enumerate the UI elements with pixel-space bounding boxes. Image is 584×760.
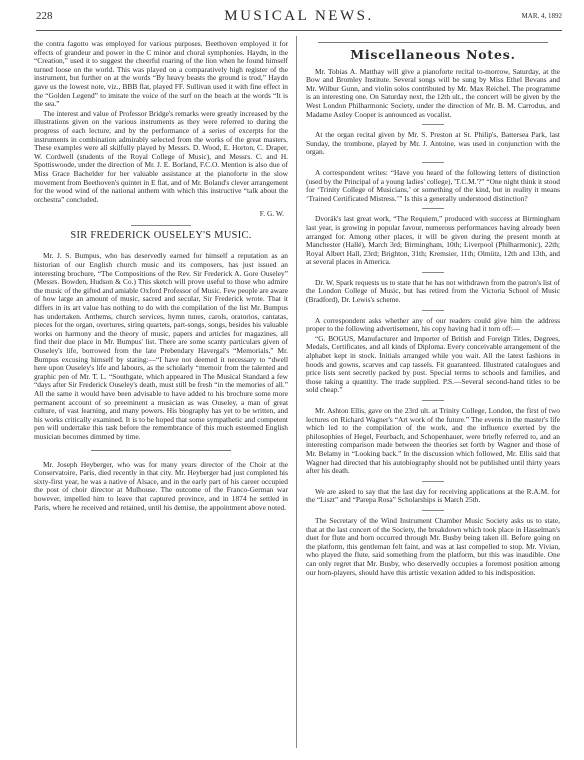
article-paragraph: Mr. Joseph Heyberger, who was for many years director of the Choir at the Conservatoire, Paris, died recently in that city. Mr. Heyberger had just completed his sixty-first year, he was a native of Alsace, and in the early part of his career occupied the post of choir director at Mulhouse. The outcome of the Franco-German war however, impelled him to leave that captured province, and in 1874 he settled in Paris, where he received and retained, until his demise, the appointment above noted. xyxy=(34,459,288,512)
item-divider xyxy=(422,310,444,311)
news-item: Mr. Tobias A. Matthay will give a pianoforte recital to-morrow, Saturday, at the Bow and Bromley Institute. Several songs will be sung by Miss Ethel Bevans and Mr. Wilbur Gunn, and violin solos contributed by Mr. Max Reichel. The programme is an interesting one. On Saturday next, the 12th ult., the concert will be given by the West London Philharmonic Society, under the direction of Mr. B. M. Carrodus, and Madame Astley Cooper is announced as vocalist. xyxy=(306,66,560,119)
article-signature: F. G. W. xyxy=(259,209,284,219)
item-divider xyxy=(422,400,444,401)
article-paragraph: Mr. J. S. Bumpus, who has deservedly earned for himself a reputation as an historian of our English church music and its composers, has just issued an interesting brochure, “The Compositions of the Rev. Sir Frederick A. Gore Ouseley” (Messrs. Bowden, Hudson & Co.) This sketch will prove useful to those who admire the music of the gifted and amiable Oxford Professor of Music. Few people are aware of how large an amount of music, sacred and secular, Sir Frederick wrote. That it differs in its art value has nothing to do with the compilation of the list Mr. Bumpus has undertaken. Anthems, church services, hymn tunes, carols, oratorios, cantatas, pieces for the organ, overtures, string quartets, part-songs, songs, besides his valuable works on harmony and the theory of music, papers and articles for magazines, all find their due place in Mr. Bumpus' list. There are some scanty particulars given of Ouseley's life, borrowed from the late Prebendary Havergal's “Memorials,” Mr. Bumpus excusing himself by stating:—“I have not deemed it necessary to “dwell here upon Ouseley's life and labours, as the scholarly “memoir from the talented and graphic pen of Mr. T. L. “Southgate, which appeared in The Musical Standard a few “days after Sir Frederick Ouseley's death, must still be fresh “in the memories of all.” All the same it would have been advisable to have added to his brochure some more permanent account of so preeminent a musician as was Ouseley, a man of great culture, of vast learning, and many powers. His biography has yet to be written, and his works critically examined. It is to be hoped that some sympathetic and competent pen will undertake this task before the remembrance of this much esteemed English musician becomes dimmed by time. xyxy=(34,251,288,441)
item-divider xyxy=(422,124,444,125)
left-column xyxy=(34,40,288,512)
news-item: We are asked to say that the last day for receiving applications at the R.A.M. for the “Liszt” and “Parepa Rosa” Scholarships is March 25th. xyxy=(306,486,560,505)
news-item-quote: “G. BOGUS, Manufacturer and Importer of British and Foreign Titles, Degrees, Medals, Certificates, and all kinds of Diploma. Every conceivable arrangement of the alphabet kept in stock. Initials arranged while you wait. All the latest fashions in hoods and gowns, scarves and cap tassels. Fit guaranteed. Illustrated catalogues and price lists sent secretly packed by post. Special terms to schools and families, and those taking a quantity. The trade supplied. P.S.—Several second-hand titles to be sold cheap.” xyxy=(306,333,560,395)
masthead: MUSICAL NEWS. xyxy=(224,8,374,24)
section-divider xyxy=(91,450,231,451)
article-paragraph: the contra fagotto was employed for various purposes. Beethoven employed it for effects of grandeur and power in the C minor and choral symphonies. Haydn, in the “Creation,” used it to suggest the cheerful roaring of the lion when he found himself turned loose on the world. This was played on a comparatively high register of the instrument, but further on at the words “By heavy beasts the ground is trod,” Haydn gave us the lowest note, viz., BBB flat, played FF. Sullivan used it with fine effect in the “Golden Legend” to imitate the voice of the surf on the beach at the words “It is the sea.” xyxy=(34,39,288,109)
section-title-ouseley: SIR FREDERICK OUSELEY'S MUSIC. xyxy=(70,229,252,241)
article-paragraph: The interest and value of Professor Bridge's remarks were greatly increased by the illustrations given on the various instruments as they were referred to during the progress of each lecture, and by the performance of a series of excerpts for the instruments in combination admirably selected from the works of the great masters. These examples were all skilfully played by Messrs. D. Wood, E. Horton, C. Draper, W. Cordwell (students of the Royal College of Music), and Messrs. C. and H. Spottiswoode, under the direction of Mr. J. E. Borland, F.C.O. Mention is also due of Miss Grace Bachelder for her valuable assistance at the pianoforte in the slow movement from Beethoven's quintet in E flat, and of Mr. Boland's clever arrangement for the wood wind of the national anthem with which this instructive “talk about the orchestra” concluded. xyxy=(34,108,288,204)
item-divider xyxy=(422,208,444,209)
item-divider xyxy=(422,162,444,163)
page-header xyxy=(36,8,562,28)
news-item: A correspondent asks whether any of our readers could give him the address proper to the following advertisement, his copy having had it torn off:— xyxy=(306,315,560,334)
news-item: Dr. W. Spark requests us to state that he has not withdrawn from the patron's list of the London College of Music, but has retired from the Victoria School of Music (Bradford), Dr. Lewis's scheme. xyxy=(306,277,560,305)
page-number: 228 xyxy=(36,10,53,22)
section-divider xyxy=(318,42,548,43)
news-item: The Secretary of the Wind Instrument Chamber Music Society asks us to state, that at the last concert of the Society, the breakdown which took place in Hasselman's duet for flute and horn occurred through Mr. Busby being taken ill. Before going on the platform, this gentleman felt faint, and was at last compelled to stop. Mr. Vivian, who played the flute, said something from the platform, but this was inaudible. One can only regret that Mr. Busby, who deservedly occupies a foremost position among our horn-players, should have this artistic vexation added to his indisposition. xyxy=(306,515,560,577)
column-divider xyxy=(296,36,297,748)
news-item: At the organ recital given by Mr. S. Preston at St. Philip's, Battersea Park, last Sunday, the trombone, played by Mr. J. Antoine, was used in conjunction with the organ. xyxy=(306,130,560,157)
section-divider xyxy=(131,225,191,226)
news-item: Mr. Ashton Ellis, gave on the 23rd ult. at Trinity College, London, the first of two lectures on Richard Wagner's “Art work of the future.” The events in the master's life which led to the compilation of the work, and the influence exerted by the philosophies of Hegel, Feurbach, and Schopenhauer, were briefly referred to, and an interesting comparison made between the theories set forth by Wagner and those of Mr. Belamy in “Looking back.” In the discussion which followed, Mr. Ellis said that Wagner had directed that his autobiography should not be published until thirty years after his death. xyxy=(306,406,560,476)
item-divider xyxy=(422,510,444,511)
issue-date: MAR. 4, 1892 xyxy=(521,12,562,20)
item-divider xyxy=(422,481,444,482)
right-column xyxy=(306,40,560,577)
news-item: A correspondent writes: “Have you heard of the following letters of distinction (used by the Principal of a young ladies' college), 'T.C.M.'?” “One night think it stood for ‘Trinity College of Musicians,’ or something of the kind, but in reality it means ‘Trained Certificated Mistress.’” Is this a generally understood distinction? xyxy=(306,167,560,203)
section-title-miscellaneous: Miscellaneous Notes. xyxy=(350,47,516,62)
news-item: Dvorák's last great work, “The Requiem,” produced with success at Birmingham last year, is growing in popular favour, numerous performances having already been arranged for. Among other places, it will be given during the present month at Manchester (Hallé), March 3rd; Birmingham, 10th; Liverpool (Philharmonic), 22th; Royal Albert Hall, 23rd; Brighton, 31th; Kremsier, 11th; Olmütz, 12th and 13th, and at several places in America. xyxy=(306,214,560,267)
header-rule xyxy=(36,30,562,31)
item-divider xyxy=(422,272,444,273)
